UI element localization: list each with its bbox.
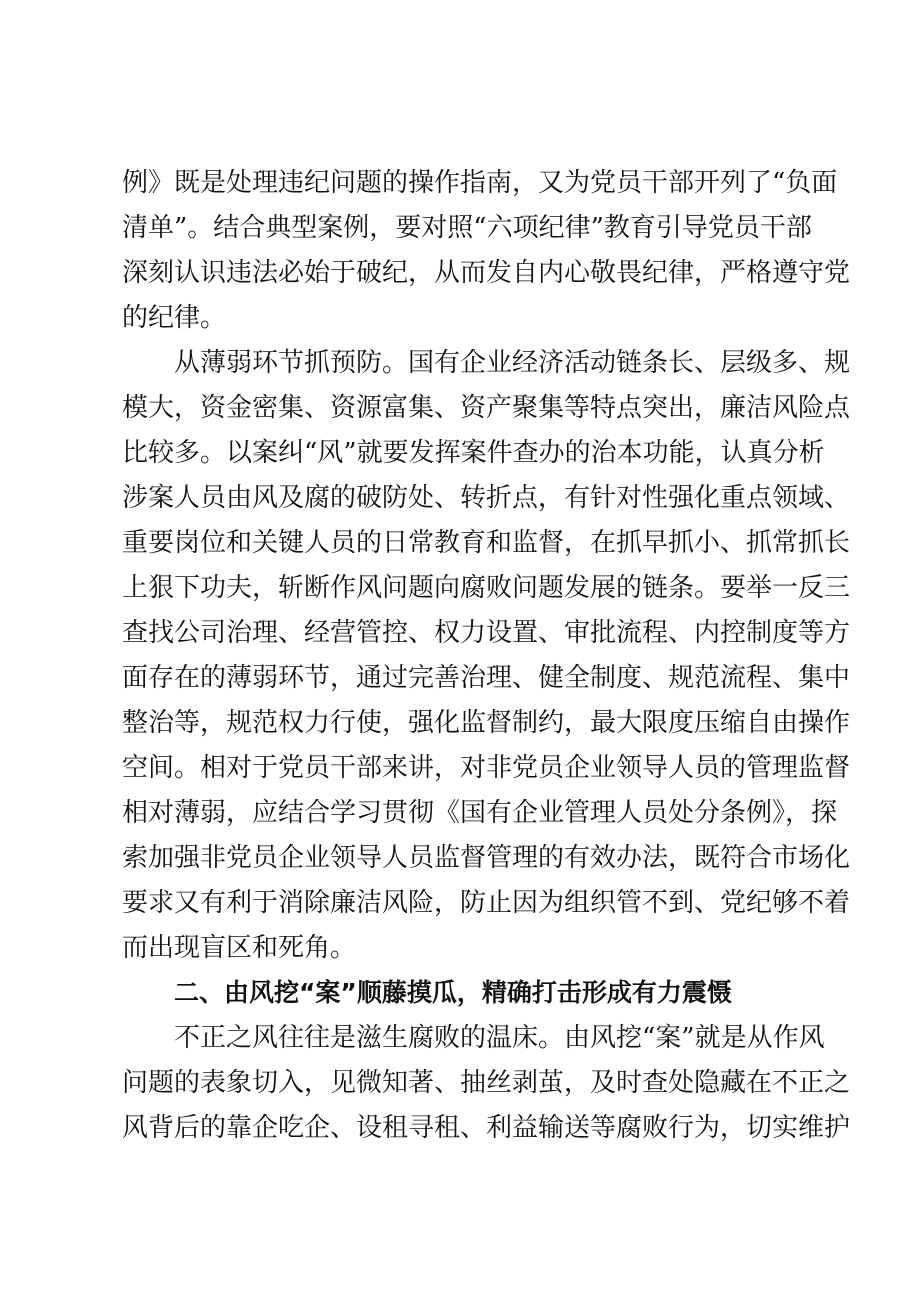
paragraph-line: 整治等，规范权力行使，强化监督制约，最大限度压缩自由操作 — [122, 708, 851, 738]
paragraph-line: 面存在的薄弱环节，通过完善治理、健全制度、规范流程、集中 — [122, 663, 851, 693]
paragraph-line: 而出现盲区和死角。 — [122, 933, 357, 963]
paragraph-line: 从薄弱环节抓预防。国有企业经济活动链条长、层级多、规 — [174, 348, 851, 378]
paragraph-line: 比较多。以案纠“风”就要发挥案件查办的治本功能，认真分析 — [122, 438, 825, 468]
paragraph-line: 问题的表象切入，见微知著、抽丝剥茧，及时查处隐藏在不正之 — [122, 1068, 851, 1098]
paragraph-line: 相对薄弱，应结合学习贯彻《国有企业管理人员处分条例》，探 — [122, 798, 838, 828]
paragraph-line: 空间。相对于党员干部来讲，对非党员企业领导人员的管理监督 — [122, 753, 851, 783]
paragraph-line: 模大，资金密集、资源富集、资产聚集等特点突出，廉洁风险点 — [122, 393, 851, 423]
paragraph-line: 上狠下功夫，斩断作风问题向腐败问题发展的链条。要举一反三 — [122, 573, 851, 603]
section-heading: 二、由风挖“案”顺藤摸瓜，精确打击形成有力震慑 — [174, 978, 732, 1007]
paragraph-line: 例》既是处理违纪问题的操作指南，又为党员干部开列了“负面 — [122, 168, 838, 198]
paragraph-line: 索加强非党员企业领导人员监督管理的有效办法，既符合市场化 — [122, 843, 851, 873]
paragraph-line: 的纪律。 — [122, 303, 227, 333]
paragraph-line: 不正之风往往是滋生腐败的温床。由风挖“案”就是从作风 — [174, 1023, 825, 1053]
paragraph-line: 深刻认识违法必始于破纪，从而发自内心敬畏纪律，严格遵守党 — [122, 258, 851, 288]
paragraph-line: 涉案人员由风及腐的破防处、转折点，有针对性强化重点领域、 — [122, 483, 851, 513]
paragraph-line: 查找公司治理、经营管控、权力设置、审批流程、内控制度等方 — [122, 618, 851, 648]
paragraph-line: 重要岗位和关键人员的日常教育和监督，在抓早抓小、抓常抓长 — [122, 528, 851, 558]
paragraph-line: 要求又有利于消除廉洁风险，防止因为组织管不到、党纪够不着 — [122, 888, 851, 918]
paragraph-line: 风背后的靠企吃企、设租寻租、利益输送等腐败行为，切实维护 — [122, 1113, 851, 1143]
paragraph-line: 清单”。结合典型案例，要对照“六项纪律”教育引导党员干部 — [122, 213, 812, 243]
